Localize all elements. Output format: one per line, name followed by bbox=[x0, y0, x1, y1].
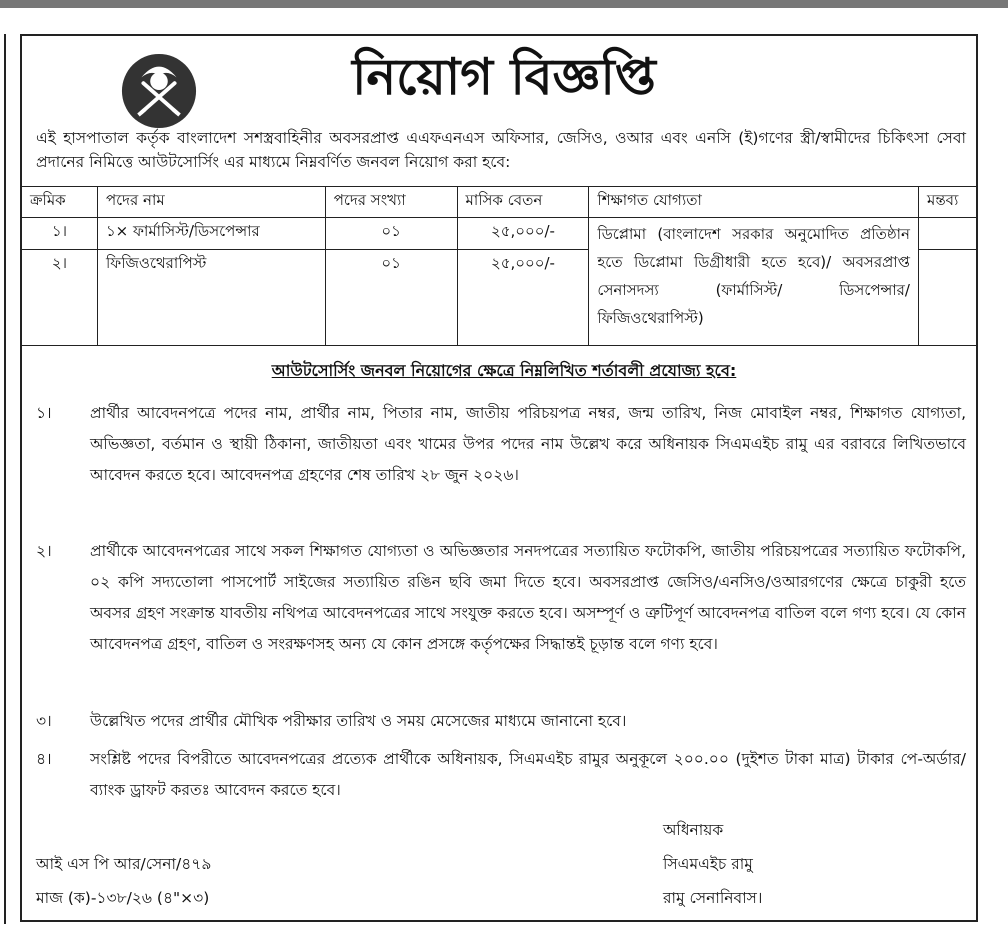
condition-text: প্রার্থীকে আবেদনপত্রের সাথে সকল শিক্ষাগত যোগ্যতা ও অভিজ্ঞতার সনদপত্রের সত্যায়িত ফটোকপি, জাতীয় পরিচয়পত্রের সত্যায়িত ফটোকপি, ০২ কপি সদ্যতোলা পাসপোর্ট সাইজের সত্যায়িত রঙিন ছবি জমা দিতে হবে। অবসরপ্রাপ্ত জেসিও/এনসিও/ওআরগণের ক্ষেত্রে চাকুরী হতে অবসর গ্রহণ সংক্রান্ত যাবতীয় নথিপত্র আবেদনপত্রের সাথে সংযুক্ত করতে হবে। অসম্পূর্ণ ও ত্রুটিপূর্ণ আবেদনপত্র বাতিল বলে গণ্য হবে। যে কোন আবেদনপত্র গ্রহণ, বাতিল ও সংরক্ষণসহ অন্য যে কোন প্রসঙ্গে কর্তৃপক্ষের সিদ্ধান্তই চূড়ান্ত বলে গণ্য হবে। bbox=[90, 542, 966, 653]
cell-remarks bbox=[918, 218, 976, 250]
condition-item bbox=[36, 744, 966, 806]
left-rule bbox=[4, 34, 6, 924]
notice-title: নিয়োগ বিজ্ঞপ্তি bbox=[352, 47, 656, 106]
cell-serial: ২। bbox=[22, 250, 98, 346]
conditions-heading-text: আউটসোর্সিং জনবল নিয়োগের ক্ষেত্রে নিম্নলিখিত শর্তাবলী প্রযোজ্য হবে: bbox=[271, 361, 737, 380]
table-header-row bbox=[22, 187, 977, 218]
ad-code: মাজ (ক)-১৩৮/২৬ (৪"×৩) bbox=[36, 889, 210, 907]
reference-number: আই এস পি আর/সেনা/৪৭৯ bbox=[36, 855, 212, 873]
condition-number: ১। bbox=[36, 404, 52, 422]
cell-post: ১× ফার্মাসিস্ট/ডিসপেন্সার bbox=[97, 218, 325, 250]
condition-number: ২। bbox=[36, 542, 52, 560]
col-header-serial: ক্রমিক bbox=[22, 187, 98, 218]
cell-qualification: ডিপ্লোমা (বাংলাদেশ সরকার অনুমোদিত প্রতিষ্ঠান হতে ডিপ্লোমা ডিগ্রীধারী হতে হবে)/ অবসরপ্রাপ্ত সেনাসদস্য (ফার্মাসিস্ট/ ডিসপেন্সার/ ফিজিওথেরাপিস্ট) bbox=[589, 218, 919, 346]
top-band bbox=[0, 0, 1008, 8]
cell-count: ০১ bbox=[325, 250, 457, 346]
cell-remarks bbox=[918, 250, 976, 346]
condition-item bbox=[36, 706, 966, 737]
col-header-remarks: মন্তব্য bbox=[918, 187, 976, 218]
vacancy-table bbox=[21, 186, 977, 346]
table-row bbox=[22, 218, 977, 250]
cell-salary: ২৫,০০০/- bbox=[457, 250, 589, 346]
col-header-qualification: শিক্ষাগত যোগ্যতা bbox=[589, 187, 919, 218]
signatory-org: সিএমএইচ রামু bbox=[663, 855, 753, 873]
condition-text: উল্লেখিত পদের প্রার্থীর মৌখিক পরীক্ষার তারিখ ও সময় মেসেজের মাধ্যমে জানানো হবে। bbox=[90, 712, 627, 730]
condition-item bbox=[36, 536, 966, 660]
cell-serial: ১। bbox=[22, 218, 98, 250]
col-header-count: পদের সংখ্যা bbox=[325, 187, 457, 218]
cell-salary: ২৫,০০০/- bbox=[457, 218, 589, 250]
col-header-post: পদের নাম bbox=[97, 187, 325, 218]
signatory-place: রামু সেনানিবাস। bbox=[663, 889, 763, 907]
cell-count: ০১ bbox=[325, 218, 457, 250]
col-header-salary: মাসিক বেতন bbox=[457, 187, 589, 218]
condition-number: ৩। bbox=[36, 712, 52, 730]
condition-item bbox=[36, 398, 966, 491]
condition-text: প্রার্থীর আবেদনপত্রে পদের নাম, প্রার্থীর নাম, পিতার নাম, জাতীয় পরিচয়পত্র নম্বর, জন্ম তারিখ, নিজ মোবাইল নম্বর, শিক্ষাগত যোগ্যতা, অভিজ্ঞতা, বর্তমান ও স্থায়ী ঠিকানা, জাতীয়তা এবং খামের উপর পদের নাম উল্লেখ করে অধিনায়ক সিএমএইচ রামু এর বরাবরে লিখিতভাবে আবেদন করতে হবে। আবেদনপত্র গ্রহণের শেষ তারিখ ২৮ জুন ২০২৬। bbox=[90, 404, 966, 484]
cell-post: ফিজিওথেরাপিস্ট bbox=[97, 250, 325, 346]
conditions-heading bbox=[0, 358, 1008, 385]
intro-paragraph: এই হাসপাতাল কর্তৃক বাংলাদেশ সশস্ত্রবাহিনীর অবসরপ্রাপ্ত এএফএনএস অফিসার, জেসিও, ওআর এবং এনসি (ই)গণের স্ত্রী/স্বামীদের চিকিৎসা সেবা প্রদানের নিমিত্তে আউটসোর্সিং এর মাধ্যমে নিম্নবর্ণিত জনবল নিয়োগ করা হবে: bbox=[36, 129, 966, 171]
signatory-title: অধিনায়ক bbox=[663, 821, 724, 839]
condition-text: সংশ্লিষ্ট পদের বিপরীতে আবেদনপত্রের প্রত্যেক প্রার্থীকে অধিনায়ক, সিএমএইচ রামুর অনুকূলে ২০০.০০ (দুইশত টাকা মাত্র) টাকার পে-অর্ডার/ব্যাংক ড্রাফট করতঃ আবেদন করতে হবে। bbox=[90, 750, 966, 799]
condition-number: ৪। bbox=[36, 750, 52, 768]
